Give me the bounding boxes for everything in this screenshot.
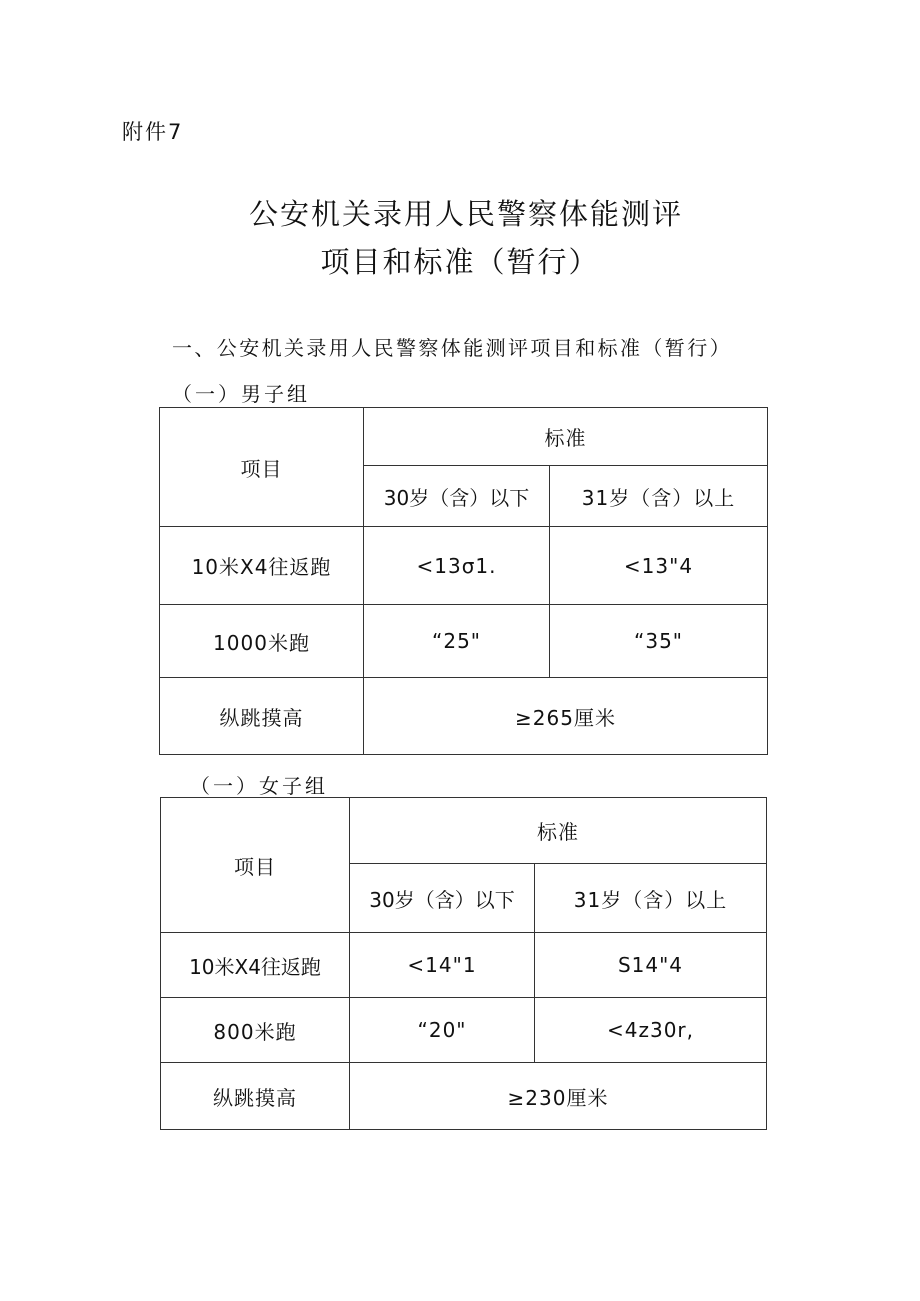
table-row: [161, 933, 767, 998]
row-merged-standard: ≥265厘米: [364, 678, 768, 755]
row-under30: <13σ1.: [364, 527, 550, 605]
row-item: 800米跑: [161, 998, 350, 1063]
table-row: [160, 605, 768, 678]
header-item: 项目: [160, 408, 364, 527]
row-over31: <4z30r,: [535, 998, 767, 1063]
header-standard: 标准: [364, 408, 768, 466]
section-heading: 一、公安机关录用人民警察体能测评项目和标准（暂行）: [172, 336, 732, 360]
row-item: 10米X4往返跑: [161, 933, 350, 998]
document-title-line2: 项目和标准（暂行）: [320, 245, 600, 279]
row-item: 纵跳摸高: [161, 1063, 350, 1130]
attachment-label: 附件7: [122, 120, 184, 144]
header-item: 项目: [161, 798, 350, 933]
row-over31: “35": [550, 605, 768, 678]
row-under30: “25": [364, 605, 550, 678]
table-row: [160, 527, 768, 605]
male-group-label: （一）男子组: [172, 382, 310, 406]
row-over31: <13"4: [550, 527, 768, 605]
row-item: 1000米跑: [160, 605, 364, 678]
male-standards-table: [159, 407, 768, 755]
row-under30: <14"1: [350, 933, 535, 998]
header-standard: 标准: [350, 798, 767, 864]
header-under30: 30岁（含）以下: [350, 864, 535, 933]
table-row: [160, 678, 768, 755]
row-merged-standard: ≥230厘米: [350, 1063, 767, 1130]
header-over31: 31岁（含）以上: [550, 466, 768, 527]
table-row: [161, 998, 767, 1063]
table-row: [161, 1063, 767, 1130]
row-under30: “20": [350, 998, 535, 1063]
header-over31: 31岁（含）以上: [535, 864, 767, 933]
row-item: 纵跳摸高: [160, 678, 364, 755]
document-title-line1: 公安机关录用人民警察体能测评: [248, 197, 683, 231]
row-item: 10米X4往返跑: [160, 527, 364, 605]
header-under30: 30岁（含）以下: [364, 466, 550, 527]
female-group-label: （一）女子组: [190, 774, 328, 798]
female-standards-table: [160, 797, 767, 1130]
row-over31: S14"4: [535, 933, 767, 998]
